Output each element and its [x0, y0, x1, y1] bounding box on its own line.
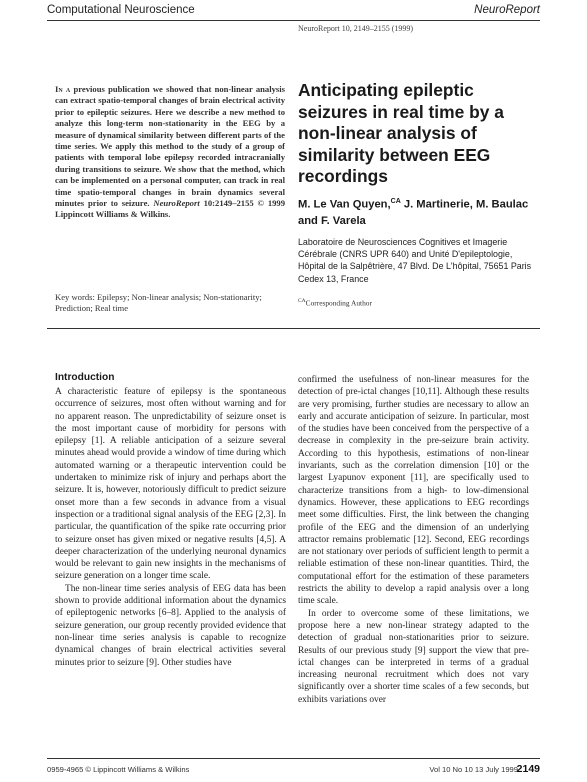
keywords-label: Key words:	[55, 292, 95, 302]
footer	[47, 765, 540, 779]
footer-issue: Vol 10 No 10 13 July 1999	[429, 765, 518, 774]
article-title: Anticipating epileptic seizures in real time by a non-linear analysis of similarity between EEG recordings	[298, 80, 504, 186]
section-heading-introduction: Introduction	[55, 372, 115, 383]
paragraph: A characteristic feature of epilepsy is the spontaneous occurrence of seizures, most often without warning and for no apparent reason. The unpredictability of seizure onset is the most important cause of morbidity for persons with epilepsy [1]. A reliable anticipation of a seizure several minutes ahead would provide a window of time during which automated warning or a therapeutic intervention could be undertaken to minimize risk of injury and perhaps abort the seizure. It is, however, notoriously difficult to predict seizure onset more than a few seconds in advance from a visual inspection or a traditional signal analysis of the EEG [2,3]. In particular, the quantification of the spike rate occurring prior to seizure onset has given mixed or negative results [4,5]. A deeper characterization of the underlying neuronal dynamics would be relevant to gain new insights in the mechanisms of seizure generation on a longer time scale.	[55, 387, 286, 582]
author-rest: J. Martinerie, M. Baulac and F. Varela	[298, 198, 529, 227]
author-first: M. Le Van Quyen,	[298, 198, 391, 211]
corresponding-author-note	[298, 298, 372, 307]
keywords	[55, 292, 285, 313]
journal-section: Computational Neuroscience	[47, 4, 195, 16]
affiliation: Laboratoire de Neurosciences Cognitives et Imagerie Cérébrale (CNRS UPR 640) and Unité D'epileptologie, Hôpital de la Salpêtrière, 47 Blvd. De L'hôpital, 75651 Paris Cedex 13, France	[298, 237, 532, 284]
keywords-text: Epilepsy; Non-linear analysis; Non-stationarity; Prediction; Real time	[55, 292, 262, 313]
journal-name: NeuroReport	[474, 4, 540, 16]
corresponding-marker: CA	[390, 198, 401, 205]
citation: NeuroReport 10, 2149–2155 (1999)	[298, 24, 414, 33]
abstract-ref-tail: 10:2149–2155 © 1999 Lippincott Williams & Wilkins.	[55, 198, 286, 220]
corresponding-note-marker: CA	[298, 298, 306, 304]
abstract-journal-ref: NeuroReport	[153, 198, 200, 209]
abstract-rule	[47, 328, 540, 329]
header-rule	[47, 20, 540, 21]
abstract-lead: In a	[55, 84, 71, 94]
paragraph: In order to overcome some of these limitations, we propose here a new non-linear strategy adapted to the detection of gradual non-stationarities prior to seizure. Results of our previous study [9] support the view that pre-ictal changes can be interpreted in terms of a gradual increasing neuronal recruitment which does not vary significantly over a shorter time scales of a few seconds, but exhibits variations over	[298, 608, 529, 705]
corresponding-note-text: Corresponding Author	[305, 298, 372, 308]
page-number: 2149	[516, 763, 540, 775]
body-column-right	[298, 374, 529, 706]
paragraph: confirmed the usefulness of non-linear measures for the detection of pre-ictal changes [10,11]. Although these results are very promising, further studies are necessary to allow an early and accurate anticipation of seizure. In particular, most of the studies have been conceived from the perspective of a decrease in complexity in the pre-seizure brain activity. According to this hypothesis, estimations of non-linear invariants, such as the correlation dimension [10] or the largest Lyapunov exponent [11], are specifically used to characterize transitions from a high- to low-dimensional dynamics. However, these applications to EEG recordings meet some difficulties. First, the link between the changing profile of the EEG and the dimension of an underlying attractor remains problematic [12]. Second, EEG recordings are not stationary over periods of sufficient length to permit a reliable estimation of these non-linear quantities. Third, the computational effort for the estimation of these parameters restricts the ability to develop a rapid analysis over a long time scale.	[298, 375, 529, 607]
authors	[298, 194, 538, 229]
running-header	[47, 0, 540, 20]
abstract-body: previous publication we showed that non-linear analysis can extract spatio-temporal changes of brain electrical activity prior to epileptic seizures. Here we describe a new method to analyze this long-term non-stationarity in the EEG by a measure of dynamical similarity between different parts of the time series. We apply this method to the study of a group of patients with temporal lobe epilepsy recorded intracranially during transitions to seizure. We show that the method, which can be implemented on a personal computer, can track in real time spatio-temporal changes in brain dynamics several minutes prior to seizure.	[55, 84, 285, 209]
paragraph: The non-linear time series analysis of EEG data has been shown to provide additional information about the dynamics of epileptogenic networks [6–8]. Applied to the analysis of seizure generation, our group recently provided evidence that non-linear time series analysis is capable to recognize dynamical changes of brain electrical activities several minutes prior to seizure [9]. Other studies have	[55, 583, 286, 668]
footer-copyright: 0959-4965 © Lippincott Williams & Wilkins	[47, 765, 190, 774]
body-column-left	[55, 386, 286, 669]
abstract	[55, 84, 285, 221]
footer-rule	[47, 758, 540, 759]
